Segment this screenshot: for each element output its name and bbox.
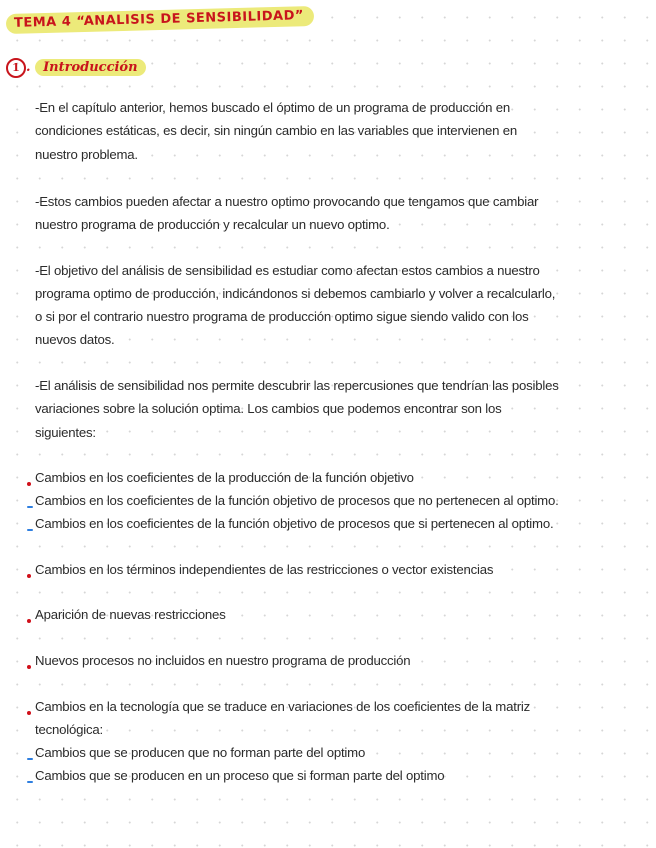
text-line: siguientes: (35, 425, 96, 440)
red-bullet-icon (27, 619, 31, 623)
text-line: nuestro problema. (35, 147, 138, 162)
red-bullet-icon (27, 665, 31, 669)
red-bullet-icon (27, 574, 31, 578)
list-item-continuation: tecnológica: (35, 722, 103, 737)
text-line: -El objetivo del análisis de sensibilidad es estudiar como afectan estos cambios a nuestro (35, 263, 540, 278)
red-bullet-icon (27, 482, 31, 486)
section-label: Introducción (35, 59, 146, 76)
text-line: nuestro programa de producción y recalcular un nuevo optimo. (35, 217, 390, 232)
list-item: Cambios en los términos independientes de las restricciones o vector existencias (35, 562, 494, 577)
list-item: Cambios en los coeficientes de la función objetivo de procesos que no pertenecen al optimo. (35, 493, 559, 508)
blue-bullet-icon (27, 758, 33, 760)
page-title: TEMA 4 “ANALISIS DE SENSIBILIDAD” (6, 6, 314, 34)
blue-bullet-icon (27, 529, 33, 531)
text-line: -El análisis de sensibilidad nos permite descubrir las repercusiones que tendrían las posibles (35, 378, 559, 393)
list-item: Cambios en los coeficientes de la producción de la función objetivo (35, 470, 414, 485)
list-item: Cambios en la tecnología que se traduce en variaciones de los coeficientes de la matriz (35, 699, 531, 714)
text-line: programa optimo de producción, indicándonos si debemos cambiarlo y volver a recalcularlo, (35, 286, 556, 301)
text-line: -En el capítulo anterior, hemos buscado el óptimo de un programa de producción en (35, 100, 510, 115)
blue-bullet-icon (27, 781, 33, 783)
list-item: Cambios que se producen que no forman parte del optimo (35, 745, 366, 760)
list-item: Cambios en los coeficientes de la función objetivo de procesos que si pertenecen al optimo. (35, 516, 554, 531)
text-line: -Estos cambios pueden afectar a nuestro optimo provocando que tengamos que cambiar (35, 194, 539, 209)
text-line: nuevos datos. (35, 332, 115, 347)
section-heading: 1 . Introducción (6, 58, 146, 78)
text-line: condiciones estáticas, es decir, sin ningún cambio en las variables que intervienen en (35, 123, 518, 138)
red-bullet-icon (27, 711, 31, 715)
list-item: Nuevos procesos no incluidos en nuestro programa de producción (35, 653, 411, 668)
text-line: o si por el contrario nuestro programa de producción optimo sigue siendo valido con los (35, 309, 529, 324)
blue-bullet-icon (27, 506, 33, 508)
list-item: Cambios que se producen en un proceso que si forman parte del optimo (35, 768, 445, 783)
text-line: variaciones sobre la solución optima. Los cambios que podemos encontrar son los (35, 401, 502, 416)
list-item: Aparición de nuevas restricciones (35, 607, 226, 622)
section-number: 1 (6, 58, 26, 78)
